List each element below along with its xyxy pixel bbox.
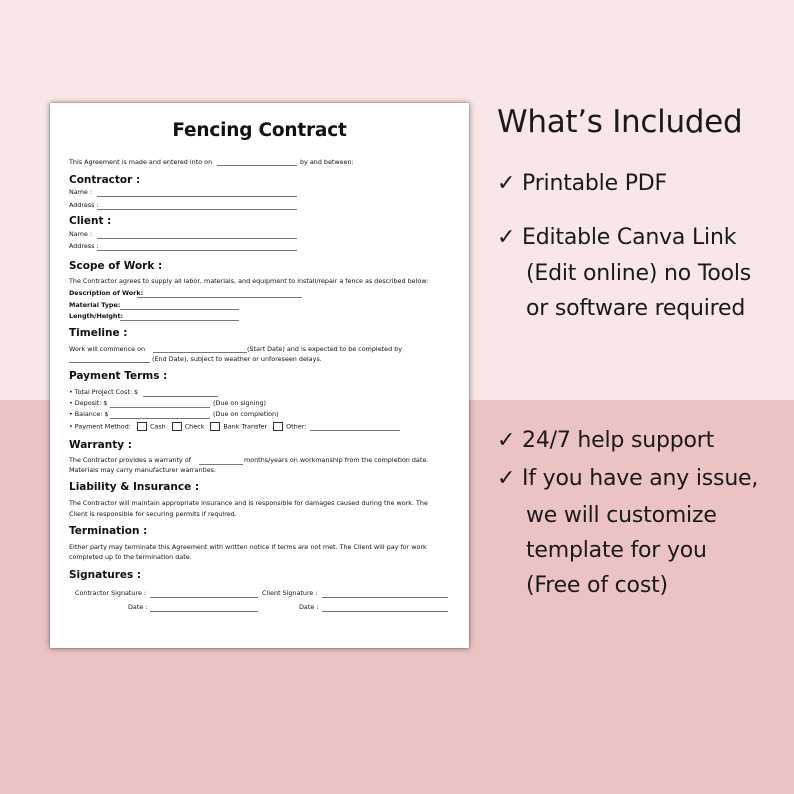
feature-customize-line2: we will customize: [526, 503, 717, 528]
balance-line: [110, 418, 210, 419]
feature-editable-canva-line3: or software required: [526, 296, 746, 321]
payment-heading: Payment Terms :: [69, 370, 168, 382]
contractor-date-label: Date :: [128, 603, 148, 611]
warranty-text-1: The Contractor provides a warranty of: [69, 456, 192, 464]
material-label: Material Type:: [69, 301, 121, 309]
client-name-label: Name :: [69, 230, 93, 238]
contractor-address-label: Address :: [69, 201, 99, 209]
payment-method-label: • Payment Method:: [69, 422, 131, 431]
deposit-label: • Deposit: $: [69, 399, 108, 407]
start-date-line: [153, 352, 247, 353]
date-line: [217, 165, 297, 166]
client-date-line: [322, 611, 448, 612]
feature-editable-canva-line2: (Edit online) no Tools: [526, 261, 752, 286]
contractor-name-label: Name :: [69, 188, 93, 196]
warranty-text-3: Materials may carry manufacturer warranties.: [69, 466, 217, 474]
liability-text-1: The Contractor will maintain appropriate insurance and is responsible for damages caused during the work. The: [69, 499, 428, 507]
timeline-text-2: (Start Date) and is expected to be completed by: [247, 345, 402, 353]
signatures-heading: Signatures :: [69, 569, 142, 581]
total-cost-label: • Total Project Cost: $: [69, 388, 139, 396]
timeline-text-1: Work will commence on: [69, 345, 146, 353]
termination-heading: Termination :: [69, 525, 148, 537]
description-line: [137, 297, 302, 298]
intro-after-text: by and between:: [300, 158, 354, 166]
other-label: Other:: [286, 422, 307, 431]
contractor-name-line: [97, 196, 297, 197]
client-signature-line: [322, 597, 448, 598]
contract-page: [50, 103, 469, 648]
check-label: Check: [184, 422, 205, 431]
client-name-line: [97, 238, 297, 239]
bank-transfer-checkbox[interactable]: [210, 422, 220, 431]
total-cost-line: [143, 396, 218, 397]
client-heading: Client :: [69, 215, 112, 227]
contractor-date-line: [150, 611, 258, 612]
whats-included-heading: What’s Included: [497, 104, 743, 140]
other-checkbox[interactable]: [273, 422, 283, 431]
balance-note: (Due on completion): [213, 410, 279, 418]
timeline-heading: Timeline :: [69, 327, 128, 339]
warranty-line: [199, 464, 243, 465]
client-address-line: [97, 250, 297, 251]
feature-editable-canva: ✓ Editable Canva Link: [497, 225, 737, 250]
contractor-signature-line: [150, 597, 258, 598]
feature-printable-pdf: ✓ Printable PDF: [497, 171, 667, 196]
scope-heading: Scope of Work :: [69, 260, 163, 272]
termination-text-2: completed up to the termination date.: [69, 553, 192, 561]
termination-text-1: Either party may terminate this Agreement with written notice if terms are not met. The Client will pay for work: [69, 543, 427, 551]
bank-transfer-label: Bank Transfer: [223, 422, 268, 431]
warranty-heading: Warranty :: [69, 439, 132, 451]
cash-checkbox[interactable]: [137, 422, 147, 431]
liability-heading: Liability & Insurance :: [69, 481, 200, 493]
length-line: [120, 320, 239, 321]
length-label: Length/Height:: [69, 312, 124, 320]
check-checkbox[interactable]: [172, 422, 182, 431]
material-line: [120, 309, 239, 310]
payment-method-row: [69, 422, 306, 431]
timeline-text-3: (End Date), subject to weather or unforeseen delays.: [152, 355, 322, 363]
intro-text: This Agreement is made and entered into on: [69, 158, 213, 166]
balance-label: • Balance: $: [69, 410, 109, 418]
contractor-signature-label: Contractor Signature :: [75, 589, 147, 597]
liability-text-2: Client is responsible for securing permits if required.: [69, 510, 237, 518]
end-date-line: [69, 362, 150, 363]
deposit-line: [110, 407, 210, 408]
feature-customize-line3: template for you: [526, 538, 707, 563]
deposit-note: (Due on signing): [213, 399, 267, 407]
other-line: [310, 430, 400, 431]
client-signature-label: Client Signature :: [262, 589, 318, 597]
contractor-heading: Contractor :: [69, 174, 141, 186]
feature-help-support: ✓ 24/7 help support: [497, 428, 715, 453]
feature-customize-line4: (Free of cost): [526, 573, 668, 598]
client-date-label: Date :: [299, 603, 319, 611]
warranty-text-2: months/years on workmanship from the completion date.: [244, 456, 429, 464]
client-address-label: Address :: [69, 242, 99, 250]
scope-text: The Contractor agrees to supply all labor, materials, and equipment to install/repair a fence as described below:: [69, 277, 429, 285]
feature-customize: ✓ If you have any issue,: [497, 466, 759, 491]
description-label: Description of Work:: [69, 289, 144, 297]
document-title: Fencing Contract: [172, 120, 347, 141]
contractor-address-line: [97, 209, 297, 210]
cash-label: Cash: [149, 422, 166, 431]
